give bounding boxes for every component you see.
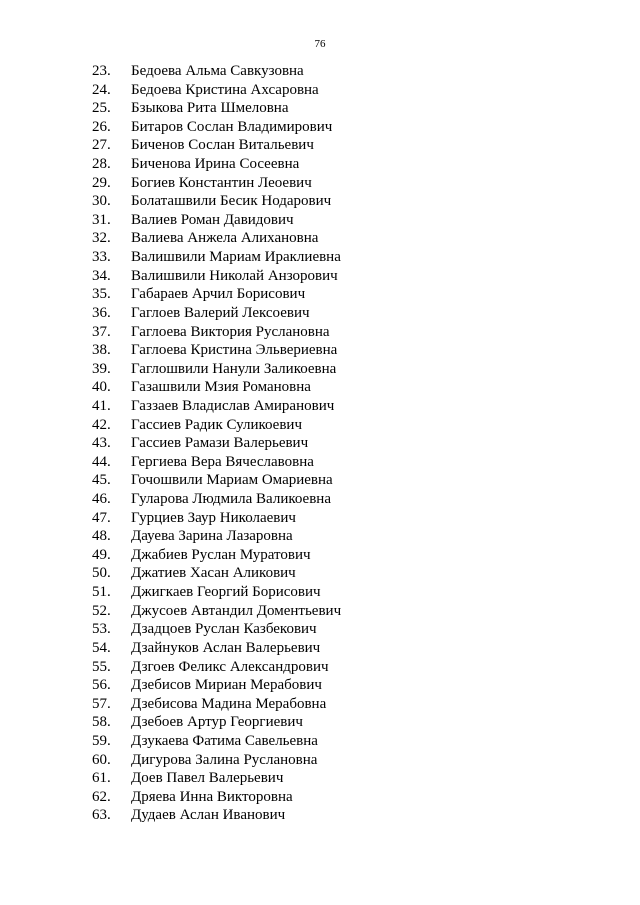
list-item-number: 38. [92, 342, 111, 359]
list-item [0, 62, 640, 81]
list-item-number: 44. [92, 453, 111, 470]
list-item-name: Гергиева Вера Вячеславовна [131, 453, 314, 470]
list-item-number: 24. [92, 81, 111, 98]
list-item [0, 174, 640, 193]
list-item-number: 56. [92, 677, 111, 694]
list-item [0, 248, 640, 267]
list-item-name: Биченов Сослан Витальевич [131, 137, 314, 154]
list-item [0, 546, 640, 565]
list-item [0, 602, 640, 621]
list-item-name: Валишвили Мариам Ираклиевна [131, 249, 341, 266]
name-list [0, 62, 640, 825]
list-item-number: 50. [92, 565, 111, 582]
list-item-name: Болаташвили Бесик Нодарович [131, 193, 332, 210]
list-item [0, 732, 640, 751]
list-item [0, 155, 640, 174]
list-item [0, 211, 640, 230]
list-item [0, 471, 640, 490]
list-item [0, 323, 640, 342]
list-item-number: 45. [92, 472, 111, 489]
list-item-name: Габараев Арчил Борисович [131, 286, 306, 303]
list-item-name: Газзаев Владислав Амиранович [131, 397, 335, 414]
list-item [0, 360, 640, 379]
list-item-name: Дзебисов Мириан Мерабович [131, 677, 322, 694]
list-item [0, 81, 640, 100]
list-item-name: Газашвили Мзия Романовна [131, 379, 311, 396]
list-item-number: 41. [92, 397, 111, 414]
list-item-name: Дряева Инна Викторовна [131, 788, 293, 805]
list-item [0, 583, 640, 602]
list-item [0, 806, 640, 825]
list-item-name: Доев Павел Валерьевич [131, 770, 284, 787]
list-item [0, 453, 640, 472]
list-item-name: Гаглоева Виктория Руслановна [131, 323, 330, 340]
list-item [0, 639, 640, 658]
list-item-number: 57. [92, 695, 111, 712]
list-item-name: Валиев Роман Давидович [131, 211, 294, 228]
list-item [0, 267, 640, 286]
list-item-number: 29. [92, 174, 111, 191]
list-item [0, 564, 640, 583]
page-number: 76 [314, 38, 326, 50]
list-item [0, 788, 640, 807]
list-item-number: 30. [92, 193, 111, 210]
list-item-number: 51. [92, 584, 111, 601]
list-item-name: Дзебисова Мадина Мерабовна [131, 695, 327, 712]
list-item-number: 42. [92, 416, 111, 433]
list-item [0, 490, 640, 509]
list-item-name: Гаглошвили Нанули Заликоевна [131, 360, 337, 377]
list-item-number: 26. [92, 118, 111, 135]
list-item-name: Биченова Ирина Сосеевна [131, 156, 300, 173]
list-item-number: 58. [92, 714, 111, 731]
list-item [0, 620, 640, 639]
list-item-name: Бедоева Альма Савкузовна [131, 63, 304, 79]
list-item-number: 52. [92, 602, 111, 619]
list-item-number: 31. [92, 211, 111, 228]
list-item-number: 59. [92, 732, 111, 749]
list-item [0, 99, 640, 118]
list-item-number: 62. [92, 788, 111, 805]
list-item-name: Гурциев Заур Николаевич [131, 509, 296, 526]
list-item [0, 769, 640, 788]
list-item-number: 23. [92, 63, 111, 79]
list-item [0, 118, 640, 137]
list-item [0, 285, 640, 304]
list-item-number: 63. [92, 807, 111, 824]
list-item-number: 47. [92, 509, 111, 526]
list-item-name: Дауева Зарина Лазаровна [131, 528, 293, 545]
list-item [0, 527, 640, 546]
list-item-name: Дзадцоев Руслан Казбекович [131, 621, 317, 638]
list-item-name: Джабиев Руслан Муратович [131, 546, 311, 563]
list-item-number: 48. [92, 528, 111, 545]
list-item-number: 27. [92, 137, 111, 154]
list-item-name: Гаглоева Кристина Эльвериевна [131, 342, 338, 359]
list-item-number: 60. [92, 751, 111, 768]
list-item [0, 658, 640, 677]
list-item [0, 434, 640, 453]
list-item [0, 136, 640, 155]
list-item-name: Джатиев Хасан Аликович [131, 565, 296, 582]
list-item [0, 304, 640, 323]
list-item-name: Джигкаев Георгий Борисович [131, 584, 321, 601]
list-item-name: Джусоев Автандил Доментьевич [131, 602, 342, 619]
list-item-name: Валишвили Николай Анзорович [131, 267, 338, 284]
list-item-number: 32. [92, 230, 111, 247]
list-item [0, 676, 640, 695]
list-item [0, 341, 640, 360]
list-item [0, 229, 640, 248]
list-item-name: Гассиев Рамази Валерьевич [131, 435, 309, 452]
list-item-name: Битаров Сослан Владимирович [131, 118, 333, 135]
list-item-number: 54. [92, 639, 111, 656]
list-item-number: 61. [92, 770, 111, 787]
list-item-name: Бзыкова Рита Шмеловна [131, 100, 289, 117]
list-item-name: Дудаев Аслан Иванович [131, 807, 286, 824]
list-item-number: 53. [92, 621, 111, 638]
list-item [0, 751, 640, 770]
list-item-name: Дзайнуков Аслан Валерьевич [131, 639, 321, 656]
list-item-name: Дзукаева Фатима Савельевна [131, 732, 318, 749]
list-item-number: 39. [92, 360, 111, 377]
list-item-number: 35. [92, 286, 111, 303]
list-item [0, 192, 640, 211]
list-item-number: 25. [92, 100, 111, 117]
list-item [0, 713, 640, 732]
list-item-name: Гуларова Людмила Валикоевна [131, 491, 331, 508]
list-item-name: Дзгоев Феликс Александрович [131, 658, 329, 675]
list-item-number: 55. [92, 658, 111, 675]
list-item-name: Дигурова Залина Руслановна [131, 751, 318, 768]
list-item-number: 34. [92, 267, 111, 284]
list-item [0, 695, 640, 714]
list-item-name: Гассиев Радик Суликоевич [131, 416, 302, 433]
list-item-number: 37. [92, 323, 111, 340]
list-item-number: 40. [92, 379, 111, 396]
list-item-name: Богиев Константин Леоевич [131, 174, 312, 191]
list-item-number: 49. [92, 546, 111, 563]
list-item-number: 46. [92, 491, 111, 508]
list-item-number: 33. [92, 249, 111, 266]
list-item [0, 378, 640, 397]
list-item-number: 36. [92, 304, 111, 321]
list-item-name: Гочошвили Мариам Омариевна [131, 472, 333, 489]
list-item [0, 416, 640, 435]
list-item-name: Дзебоев Артур Георгиевич [131, 714, 303, 731]
list-item-name: Валиева Анжела Алихановна [131, 230, 319, 247]
list-item-name: Бедоева Кристина Ахсаровна [131, 81, 319, 98]
list-item-name: Гаглоев Валерий Лексоевич [131, 304, 310, 321]
list-item [0, 509, 640, 528]
list-item [0, 397, 640, 416]
list-item-number: 28. [92, 156, 111, 173]
list-item-number: 43. [92, 435, 111, 452]
